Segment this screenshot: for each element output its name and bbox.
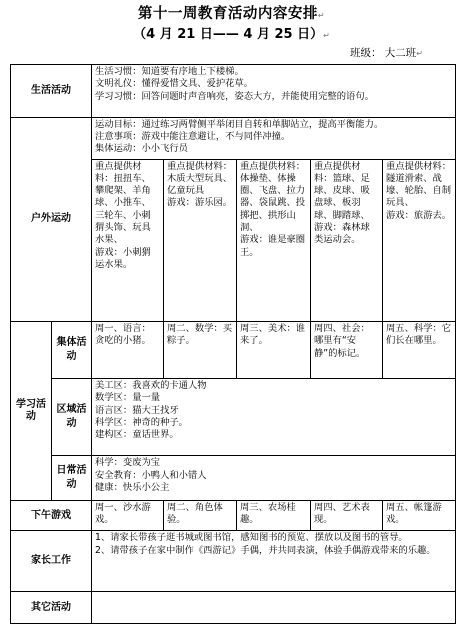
parents-content: [92, 531, 456, 592]
outdoor-day: 重点提供材料：扭扭车、攀爬架、羊角球、小推车、三轮车、小刺猬头饰、玩具水果、 游戏：小刺猬运水果。: [92, 159, 164, 322]
afternoon-day: 周一、沙水游戏。: [92, 500, 164, 530]
outdoor-group: 集体运动：小小飞行员: [95, 143, 188, 155]
outdoor-label: 户外运动: [11, 117, 92, 321]
daily-line: 安全教育：小鸭人和小错人: [95, 469, 207, 481]
daily-activity-label: 日常活动: [52, 456, 92, 501]
group-day: 周一、语言：贪吃的小猪。: [92, 322, 164, 379]
parents-label: 家长工作: [11, 531, 92, 592]
area-activity-label: 区域活动: [52, 379, 92, 456]
life-line: 学习习惯：回答问题时声音响亮，姿态大方，并能使用完整的语句。: [95, 90, 374, 102]
group-activity-label: 集体活动: [52, 322, 92, 379]
parents-line: 2、请带孩子在家中制作《西游记》手偶，并共同表演，体验手偶游戏带来的乐趣。: [95, 544, 436, 556]
other-content: [92, 592, 456, 624]
life-line: 生活习惯：知道要有序地上下楼梯。: [95, 66, 244, 77]
afternoon-day: 周四、艺术表现。: [311, 500, 383, 530]
group-day: 周五、科学：它们长在哪里。: [383, 322, 456, 379]
life-line: 文明礼仪：懂得爱惜文具、爱护花草。: [95, 78, 254, 90]
daily-content: [92, 456, 456, 501]
schedule-table: [10, 64, 456, 624]
parents-line: 1、请家长带孩子逛书城或图书馆，感知图书的预览、摆放以及图书的管导。: [95, 532, 408, 544]
area-line: 建构区：童话世界。: [95, 429, 179, 441]
life-content: [92, 65, 456, 118]
outdoor-day: 重点提供材料：篮球、足球、皮球、吸盘球、板羽球、脚踏球、 游戏：森林球类运动会。: [311, 159, 383, 322]
afternoon-label: 下午游戏: [11, 500, 92, 530]
area-line: 语言区：猫大王找牙: [95, 404, 179, 416]
area-line: 科学区：神奇的种子。: [95, 416, 188, 428]
outdoor-notice: 注意事项：游戏中能注意避让，不与同伴冲撞。: [95, 131, 291, 143]
outdoor-info: [92, 117, 456, 159]
outdoor-goal: 运动目标：通过练习两臂侧平举闭目自转和单脚站立，提高平衡能力。: [95, 118, 384, 130]
afternoon-day: 周三、农场桂趣。: [237, 500, 311, 530]
daily-line: 健康：快乐小公主: [95, 481, 170, 493]
group-day: 周三、美术：谁来了。: [237, 322, 311, 379]
page-title: 第十一周教育活动内容安排↵: [137, 6, 326, 22]
outdoor-day: 重点提供材料：体操垫、体操圈、飞盘、拉力器、袋鼠跳、投掷把、拱形山洞、 游戏：谁是豪圈王。: [237, 159, 311, 322]
page-subtitle: （4 月 21 日—— 4 月 25 日）↵: [133, 27, 330, 42]
learning-label: 学习活动: [11, 322, 52, 501]
afternoon-day: 周二、角色体验。: [164, 500, 237, 530]
area-line: 美工区：我喜欢的卡通人物: [95, 380, 207, 392]
outdoor-day: 重点提供材料：木质大型玩具、亿童玩具 游戏：游乐园。: [164, 159, 237, 322]
area-line: 数学区：量一量: [95, 392, 161, 404]
life-label: 生活活动: [11, 65, 92, 118]
area-content: [92, 379, 456, 456]
group-day: 周二、数学：买粽子。: [164, 322, 237, 379]
outdoor-day: 重点提供材料：隧道滑索、战壕、轮胎、自制玩具、 游戏：旅游去。: [383, 159, 456, 322]
daily-line: 科学：变废为宝: [95, 457, 161, 469]
class-label: 班级： 大二班↵: [349, 47, 423, 59]
other-label: 其它活动: [11, 592, 92, 624]
group-day: 周四、社会：哪里有“安静”的标记。: [311, 322, 383, 379]
afternoon-day: 周五、帐篷游戏。: [383, 500, 456, 530]
